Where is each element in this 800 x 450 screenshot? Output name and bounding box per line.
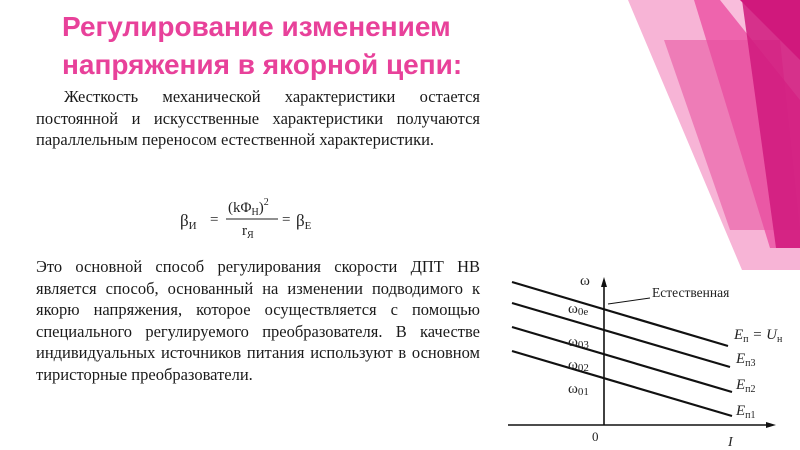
- ep-label-rest-sub: н: [777, 334, 783, 345]
- formula-beta-e-sub: Е: [304, 220, 312, 232]
- svg-text:ω01: [568, 381, 589, 398]
- ep-label-sub: п: [743, 334, 749, 345]
- svg-text:Eп2: [735, 377, 756, 395]
- svg-text:rЯ: [242, 223, 254, 240]
- svg-text:Eп3: [735, 351, 756, 369]
- formula-num-open: (kΦ: [228, 200, 252, 216]
- svg-text:(kΦН)2: [228, 197, 269, 218]
- ep2-label: E: [736, 377, 746, 393]
- x-axis-arrow: [766, 422, 776, 428]
- omega-02: ω: [568, 357, 578, 373]
- natural-label: Естественная: [652, 285, 730, 300]
- y-axis-label: ω: [580, 273, 590, 289]
- svg-text:Eп1: [735, 403, 756, 421]
- omega-0e-sub: 0е: [577, 306, 589, 318]
- ep3-label: E: [736, 351, 746, 367]
- x-axis-label: I: [728, 435, 733, 450]
- natural-pointer: [608, 298, 650, 304]
- svg-text:ω02: [568, 357, 589, 374]
- omega-01-sub: 01: [577, 386, 589, 398]
- paragraph-method: Это основной способ регулирования скорости ДПТ НВ является способ, основанный на изменении подводимого к якорю напряжения, которое осуществляется с помощью специального регулируемого преобразователя. В качестве индивидуальных источников питания используют в основном тиристорные преобразователи.: [36, 257, 480, 384]
- ep-label-rest: = U: [748, 327, 777, 343]
- formula-eq-1: =: [210, 212, 219, 228]
- formula-beta-i: β: [180, 211, 189, 230]
- stiffness-formula: [180, 196, 320, 240]
- omega-03: ω: [568, 334, 578, 350]
- svg-text:Eп = Uн: [733, 327, 783, 345]
- ep1-label-sub: п1: [745, 410, 756, 421]
- ep3-label-sub: п3: [745, 358, 756, 369]
- omega-03-sub: 03: [577, 339, 589, 351]
- characteristic-line-1: [512, 351, 732, 416]
- slide-title: Регулирование изменением напряжения в якорной цепи:: [62, 11, 463, 80]
- ep2-label-sub: п2: [745, 384, 756, 395]
- omega-0e: ω: [568, 301, 578, 317]
- origin-label: 0: [592, 429, 599, 444]
- characteristics-graph: [500, 265, 790, 450]
- paragraph-stiffness: Жесткость механической характеристики остается постоянной и искусственные характеристики получаются параллельным переносом естественной характеристики.: [36, 87, 480, 149]
- svg-text:ω03: [568, 334, 589, 351]
- svg-text:βИ: [180, 211, 197, 232]
- formula-den-sub: Я: [247, 230, 254, 240]
- formula-num-exp: 2: [263, 197, 269, 208]
- formula-den: r: [242, 223, 247, 239]
- svg-text:βЕ: [296, 211, 312, 232]
- formula-beta-i-sub: И: [188, 220, 197, 232]
- omega-01: ω: [568, 381, 578, 397]
- formula-num-close: ): [258, 200, 264, 216]
- formula-eq-2: =: [282, 212, 291, 228]
- formula-beta-e: β: [296, 211, 305, 230]
- formula-num-sub: Н: [251, 207, 259, 218]
- characteristic-line-3: [512, 303, 730, 367]
- ep-label: E: [734, 327, 744, 343]
- omega-02-sub: 02: [577, 362, 589, 374]
- y-axis-arrow: [601, 277, 607, 287]
- ep1-label: E: [736, 403, 746, 419]
